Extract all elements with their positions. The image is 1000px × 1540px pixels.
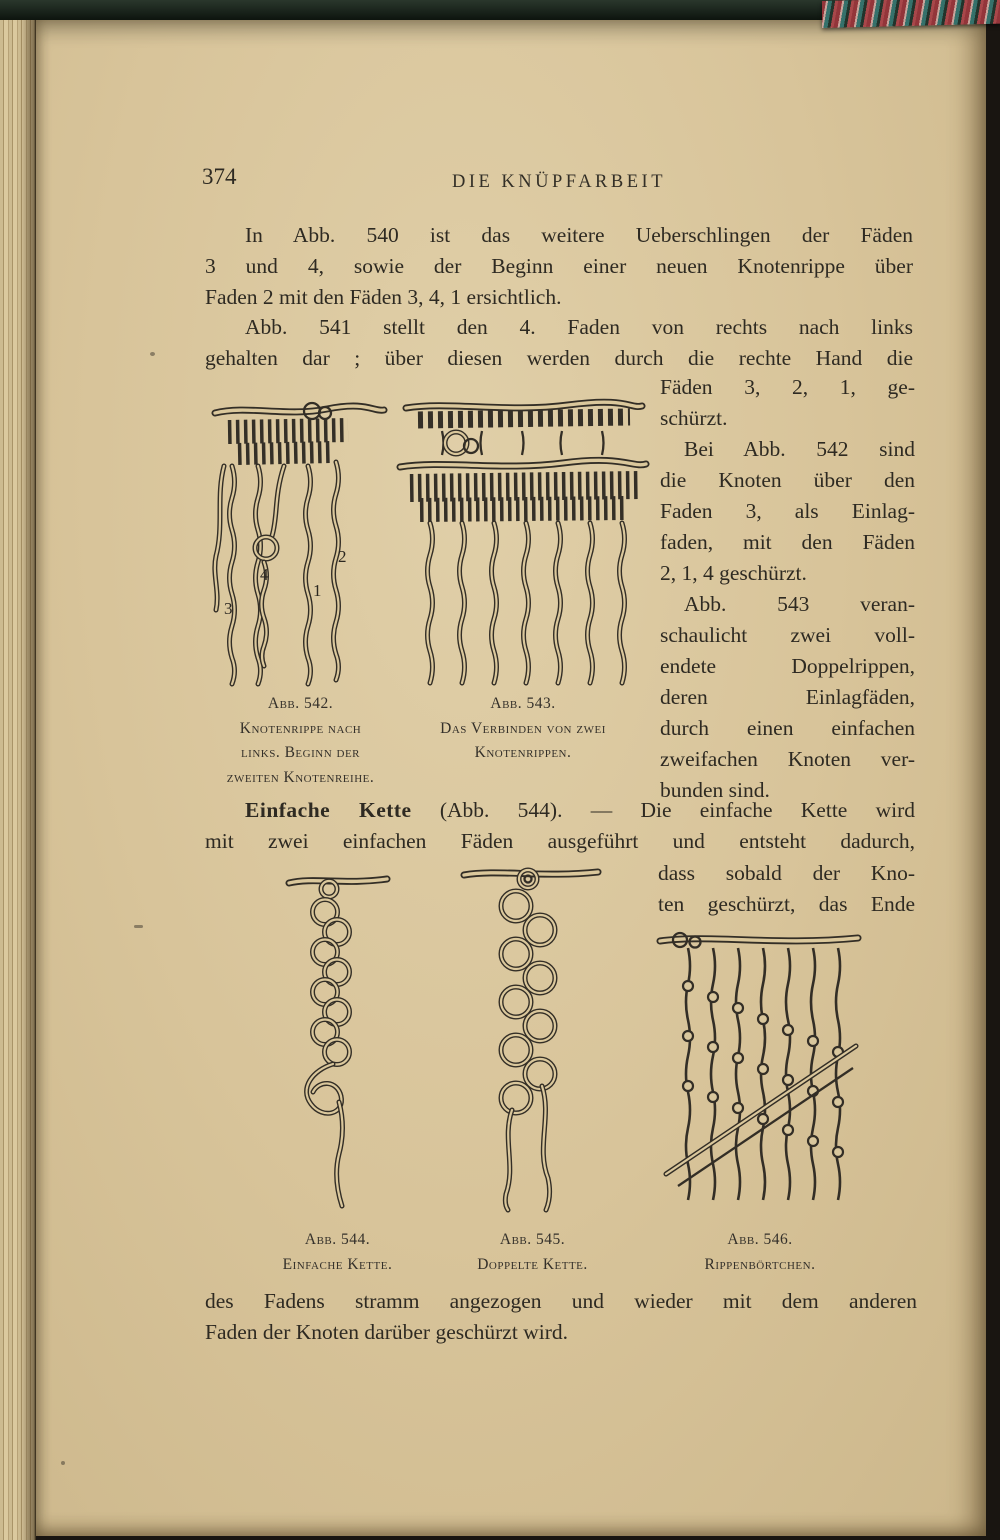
einfache-kette-bold: Einfache Kette	[245, 798, 412, 822]
text-line: Rippenbörtchen.	[704, 1255, 816, 1273]
text-line: Abb. 546.	[727, 1231, 793, 1248]
figure-544-illustration	[283, 868, 395, 1216]
figure-543-caption	[398, 692, 648, 766]
text-line: Fäden 3, 2, 1, ge-	[660, 375, 915, 399]
paragraph-abb543	[660, 589, 915, 806]
text-run: (Abb. 544). — Die einfache Kette wird	[411, 798, 915, 822]
figure-545-caption	[440, 1228, 625, 1277]
figure-546-caption	[650, 1228, 870, 1277]
figure-545-illustration	[448, 862, 610, 1214]
text-line: In Abb. 540 ist das weitere Ueberschlingen der Fäden	[245, 223, 913, 247]
text-line: Faden 2 mit den Fäden 3, 4, 1 ersichtlich.	[205, 285, 562, 309]
text-line: die Knoten über den	[660, 468, 915, 492]
paragraph-abb541	[205, 312, 913, 374]
text-line: Bei Abb. 542 sind	[684, 437, 915, 461]
thread-label: 2	[338, 547, 347, 566]
thread-label: 4	[260, 565, 269, 584]
text-line: schaulicht zwei voll-	[660, 623, 915, 647]
text-line: links. Beginn der	[240, 744, 361, 761]
text-line: dass sobald der Kno-	[658, 861, 915, 885]
text-line: ten geschürzt, das Ende	[658, 892, 915, 916]
column-right-continuation	[660, 372, 915, 434]
paragraph-abb540	[205, 220, 913, 313]
text-line: Abb. 544.	[304, 1231, 371, 1248]
text-line: Doppelte Kette.	[477, 1255, 588, 1273]
page-edges-left	[0, 0, 36, 1540]
text-line: Abb. 543.	[490, 695, 556, 712]
thread-label: 1	[313, 581, 322, 600]
text-line	[205, 795, 915, 826]
figure-542-illustration	[212, 396, 397, 688]
text-line: schürzt.	[660, 406, 728, 430]
text-line: deren Einlagfäden,	[660, 685, 915, 709]
text-line: Abb. 545.	[499, 1231, 566, 1248]
text-line: faden, mit den Fäden	[660, 530, 915, 554]
figure-542-caption	[198, 692, 403, 790]
text-line: mit zwei einfachen Fäden ausgeführt und entsteht dadurch,	[205, 829, 915, 853]
text-line: des Fadens stramm angezogen und wieder mit dem anderen	[205, 1289, 917, 1313]
text-line: Faden der Knoten darüber geschürzt wird.	[205, 1320, 568, 1344]
paragraph-einfache-kette	[205, 795, 915, 857]
paragraph-bei-abb542	[660, 434, 915, 589]
text-line: bunden sind.	[660, 778, 770, 802]
figure-544-caption	[245, 1228, 430, 1277]
paragraph-closing	[205, 1286, 917, 1348]
text-line: Knotenrippe nach	[239, 719, 362, 737]
text-line: Knotenrippen.	[474, 744, 572, 761]
figure-543-illustration	[398, 393, 648, 688]
text-line: gehalten dar ; über diesen werden durch die rechte Hand die	[205, 346, 913, 370]
text-line: Abb. 541 stellt den 4. Faden von rechts nach links	[245, 315, 913, 339]
scan-speck	[61, 1461, 65, 1465]
scan-speck	[150, 352, 155, 356]
text-line: Abb. 542.	[267, 695, 334, 712]
text-line: Faden 3, als Einlag-	[660, 499, 915, 523]
thread-label: 3	[224, 599, 233, 618]
text-line: zweifachen Knoten ver-	[660, 747, 915, 771]
text-line: 3 und 4, sowie der Beginn einer neuen Knotenrippe über	[205, 254, 913, 278]
scan-speck	[134, 925, 143, 928]
running-head: DIE KNÜPFARBEIT	[451, 172, 667, 192]
figure-546-illustration	[648, 924, 870, 1216]
text-line: zweiten Knotenreihe.	[226, 768, 375, 786]
text-line: endete Doppelrippen,	[660, 654, 915, 678]
cloth-texture	[822, 0, 1000, 28]
text-line: durch einen einfachen	[660, 716, 915, 740]
text-line: Abb. 543 veran-	[684, 592, 915, 616]
page-number: 374	[202, 164, 237, 189]
text-line: Das Verbinden von zwei	[440, 719, 606, 737]
text-line: 2, 1, 4 geschürzt.	[660, 561, 807, 585]
column-right-continuation-2	[658, 858, 915, 920]
text-line: Einfache Kette.	[282, 1255, 393, 1273]
